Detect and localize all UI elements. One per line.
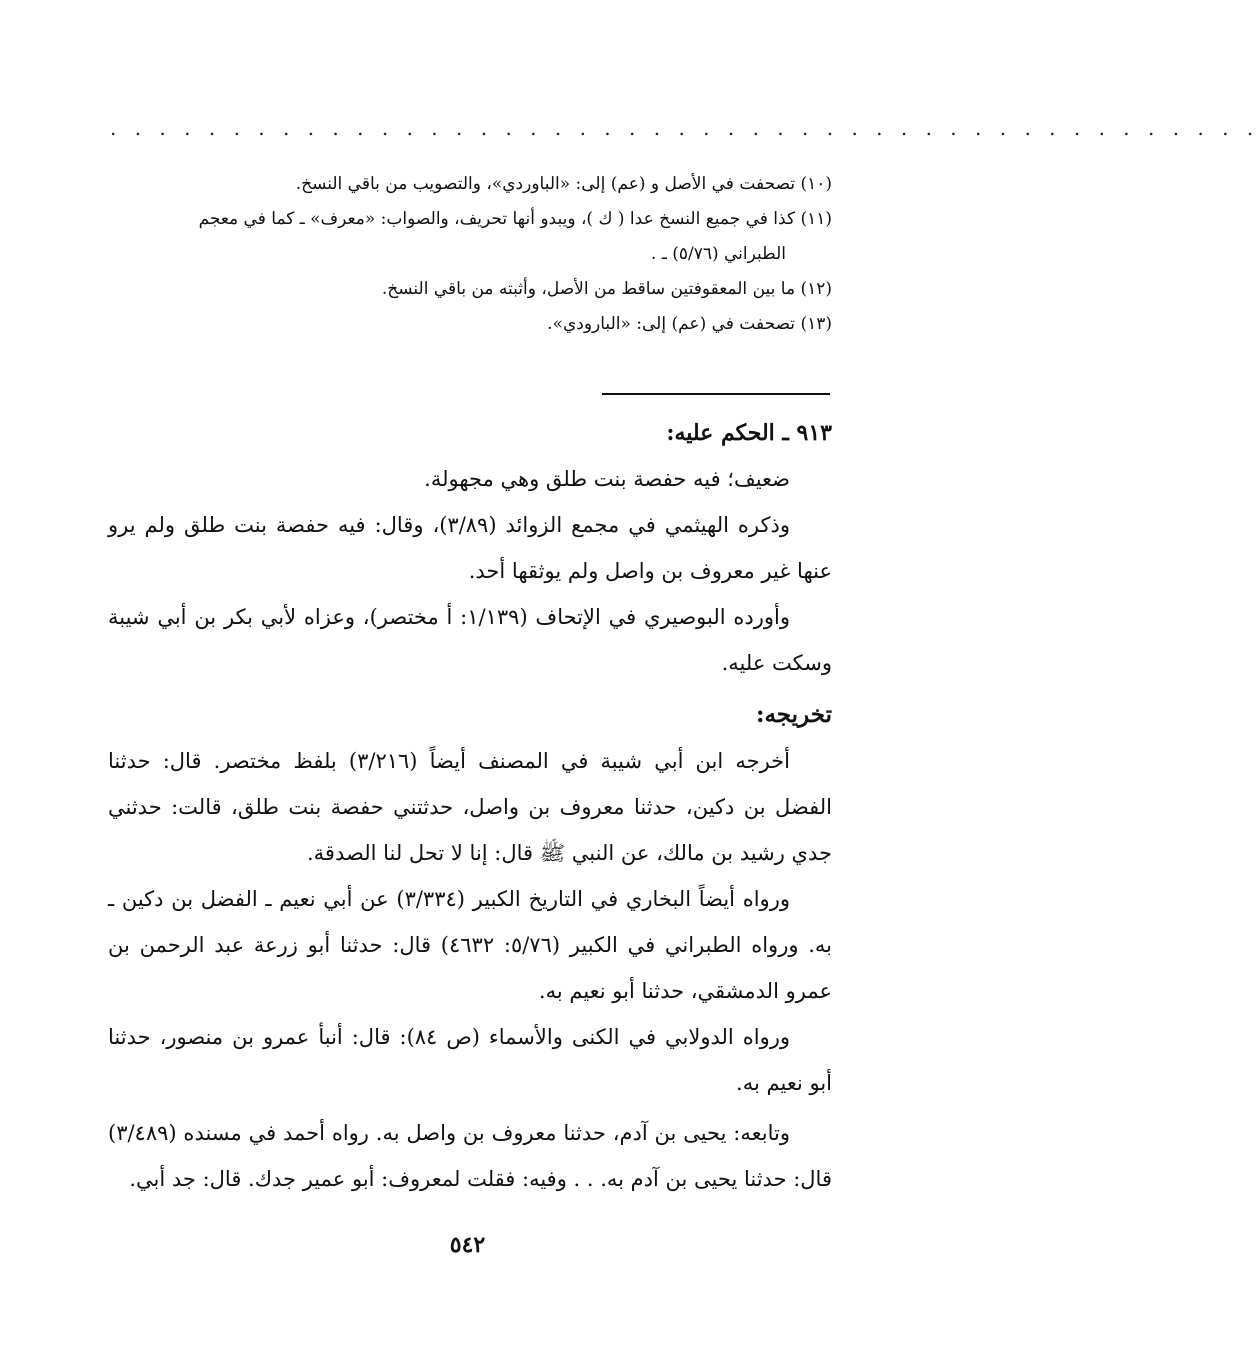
main-text <box>108 410 832 1202</box>
footnote-12: (١٢) ما بين المعقوفتين ساقط من الأصل، وأثبته من باقي النسخ. <box>381 279 832 299</box>
busiri-paragraph: وأورده البوصيري في الإتحاف (١/١٣٩: أ مختصر)، وعزاه لأبي بكر بن أبي شيبة وسكت عليه. <box>108 605 832 675</box>
footnote-11-line-1: (١١) كذا في جميع النسخ عدا ( ك )، ويبدو أنها تحريف، والصواب: «معرف» ـ كما في معجم <box>198 209 832 229</box>
hadith-ruling-heading: ٩١٣ ـ الحكم عليه: <box>666 420 832 446</box>
ibn-abi-shaybah-paragraph: أخرجه ابن أبي شيبة في المصنف أيضاً (٣/٢١٦) بلفظ مختصر. قال: حدثنا الفضل بن دكين، حدثنا معروف بن واصل، حدثتني حفصة بنت طلق، قالت: حدثني جدي رشيد بن مالك، عن النبي ﷺ قال: إنا لا تحل لنا الصدقة. <box>108 749 832 865</box>
footnote-13: (١٣) تصحفت في (عم) إلى: «البارودي». <box>547 314 832 334</box>
haythami-paragraph: وذكره الهيثمي في مجمع الزوائد (٣/٨٩)، وقال: فيه حفصة بنت طلق ولم يرو عنها غير معروف بن واصل ولم يوثقها أحد. <box>108 513 832 583</box>
dulabi-paragraph: ورواه الدولابي في الكنى والأسماء (ص ٨٤): قال: أنبأ عمرو بن منصور، حدثنا أبو نعيم به. <box>108 1025 832 1095</box>
section-divider <box>602 393 830 395</box>
separator-dots: . . . . . . . . . . . . . . . . . . . . . . . . . . . . . . . . . . . . . . . . . . . . . . . <box>110 116 1259 140</box>
page-number: ٥٤٢ <box>449 1232 486 1258</box>
bukhari-paragraph: ورواه أيضاً البخاري في التاريخ الكبير (٣/٣٣٤) عن أبي نعيم ـ الفضل بن دكين ـ به. ورواه الطبراني في الكبير (٥/٧٦: ٤٦٣٢) قال: حدثنا أبو زرعة عبد الرحمن بن عمرو الدمشقي، حدثنا أبو نعيم به. <box>108 887 832 1003</box>
footnote-11-line-2: الطبراني (٥/٧٦) ـ . <box>651 244 786 264</box>
footnotes <box>108 168 832 343</box>
ruling-paragraph: ضعيف؛ فيه حفصة بنت طلق وهي مجهولة. <box>424 467 790 491</box>
mutaba-paragraph: وتابعه: يحيى بن آدم، حدثنا معروف بن واصل به. رواه أحمد في مسنده (٣/٤٨٩) قال: حدثنا يحيى بن آدم به. . . وفيه: فقلت لمعروف: أبو عمير جدك. قال: جد أبي. <box>108 1121 832 1191</box>
footnote-10: (١٠) تصحفت في الأصل و (عم) إلى: «الباوردي»، والتصويب من باقي النسخ. <box>295 174 832 194</box>
takhrij-heading: تخريجه: <box>755 701 832 728</box>
